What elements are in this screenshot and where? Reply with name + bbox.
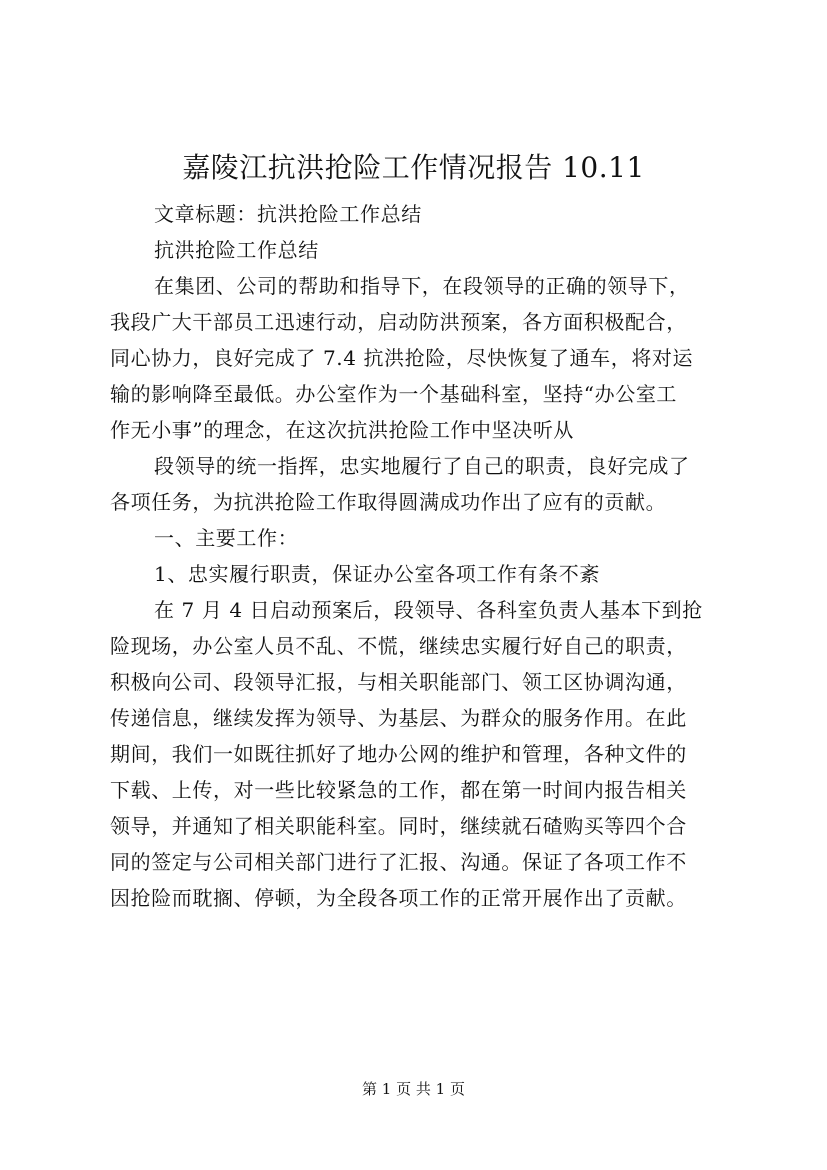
text-line: 输的影响降至最低。办公室作为一个基础科室，坚持“办公室工 [110, 382, 678, 406]
text-line: 在 7 月 4 日启动预案后，段领导、各科室负责人基本下到抢 [154, 598, 703, 622]
text-line: 同心协力，良好完成了 7.4 抗洪抢险，尽快恢复了通车，将对运 [110, 346, 694, 370]
text-line: 作无小事”的理念，在这次抗洪抢险工作中坚决听从 [110, 418, 575, 442]
text-line: 文章标题：抗洪抢险工作总结 [154, 202, 422, 226]
text-line: 我段广大干部员工迅速行动，启动防洪预案，各方面积极配合， [110, 310, 687, 334]
text-line: 期间，我们一如既往抓好了地办公网的维护和管理，各种文件的 [110, 742, 687, 766]
document-body [110, 196, 740, 916]
text-line: 在集团、公司的帮助和指导下，在段领导的正确的领导下， [154, 274, 690, 298]
page-footer: 第 1 页 共 1 页 [362, 1080, 465, 1098]
text-line: 一、主要工作： [154, 526, 299, 550]
document-title: 嘉陵江抗洪抢险工作情况报告 10.11 [182, 151, 645, 184]
text-line: 因抢险而耽搁、停顿，为全段各项工作的正常开展作出了贡献。 [110, 886, 687, 910]
text-line: 下载、上传，对一些比较紧急的工作，都在第一时间内报告相关 [110, 778, 687, 802]
text-line: 传递信息，继续发挥为领导、为基层、为群众的服务作用。在此 [110, 706, 687, 730]
text-line: 各项任务，为抗洪抢险工作取得圆满成功作出了应有的贡献。 [110, 490, 667, 514]
text-line: 积极向公司、段领导汇报，与相关职能部门、领工区协调沟通， [110, 670, 687, 694]
text-line: 段领导的统一指挥，忠实地履行了自己的职责，良好完成了 [154, 454, 690, 478]
text-line: 同的签定与公司相关部门进行了汇报、沟通。保证了各项工作不 [110, 850, 687, 874]
text-line: 领导，并通知了相关职能科室。同时，继续就石碴购买等四个合 [110, 814, 687, 838]
text-line: 抗洪抢险工作总结 [154, 238, 319, 262]
text-line: 险现场，办公室人员不乱、不慌，继续忠实履行好自己的职责， [110, 634, 687, 658]
text-line: 1、忠实履行职责，保证办公室各项工作有条不紊 [154, 562, 600, 586]
